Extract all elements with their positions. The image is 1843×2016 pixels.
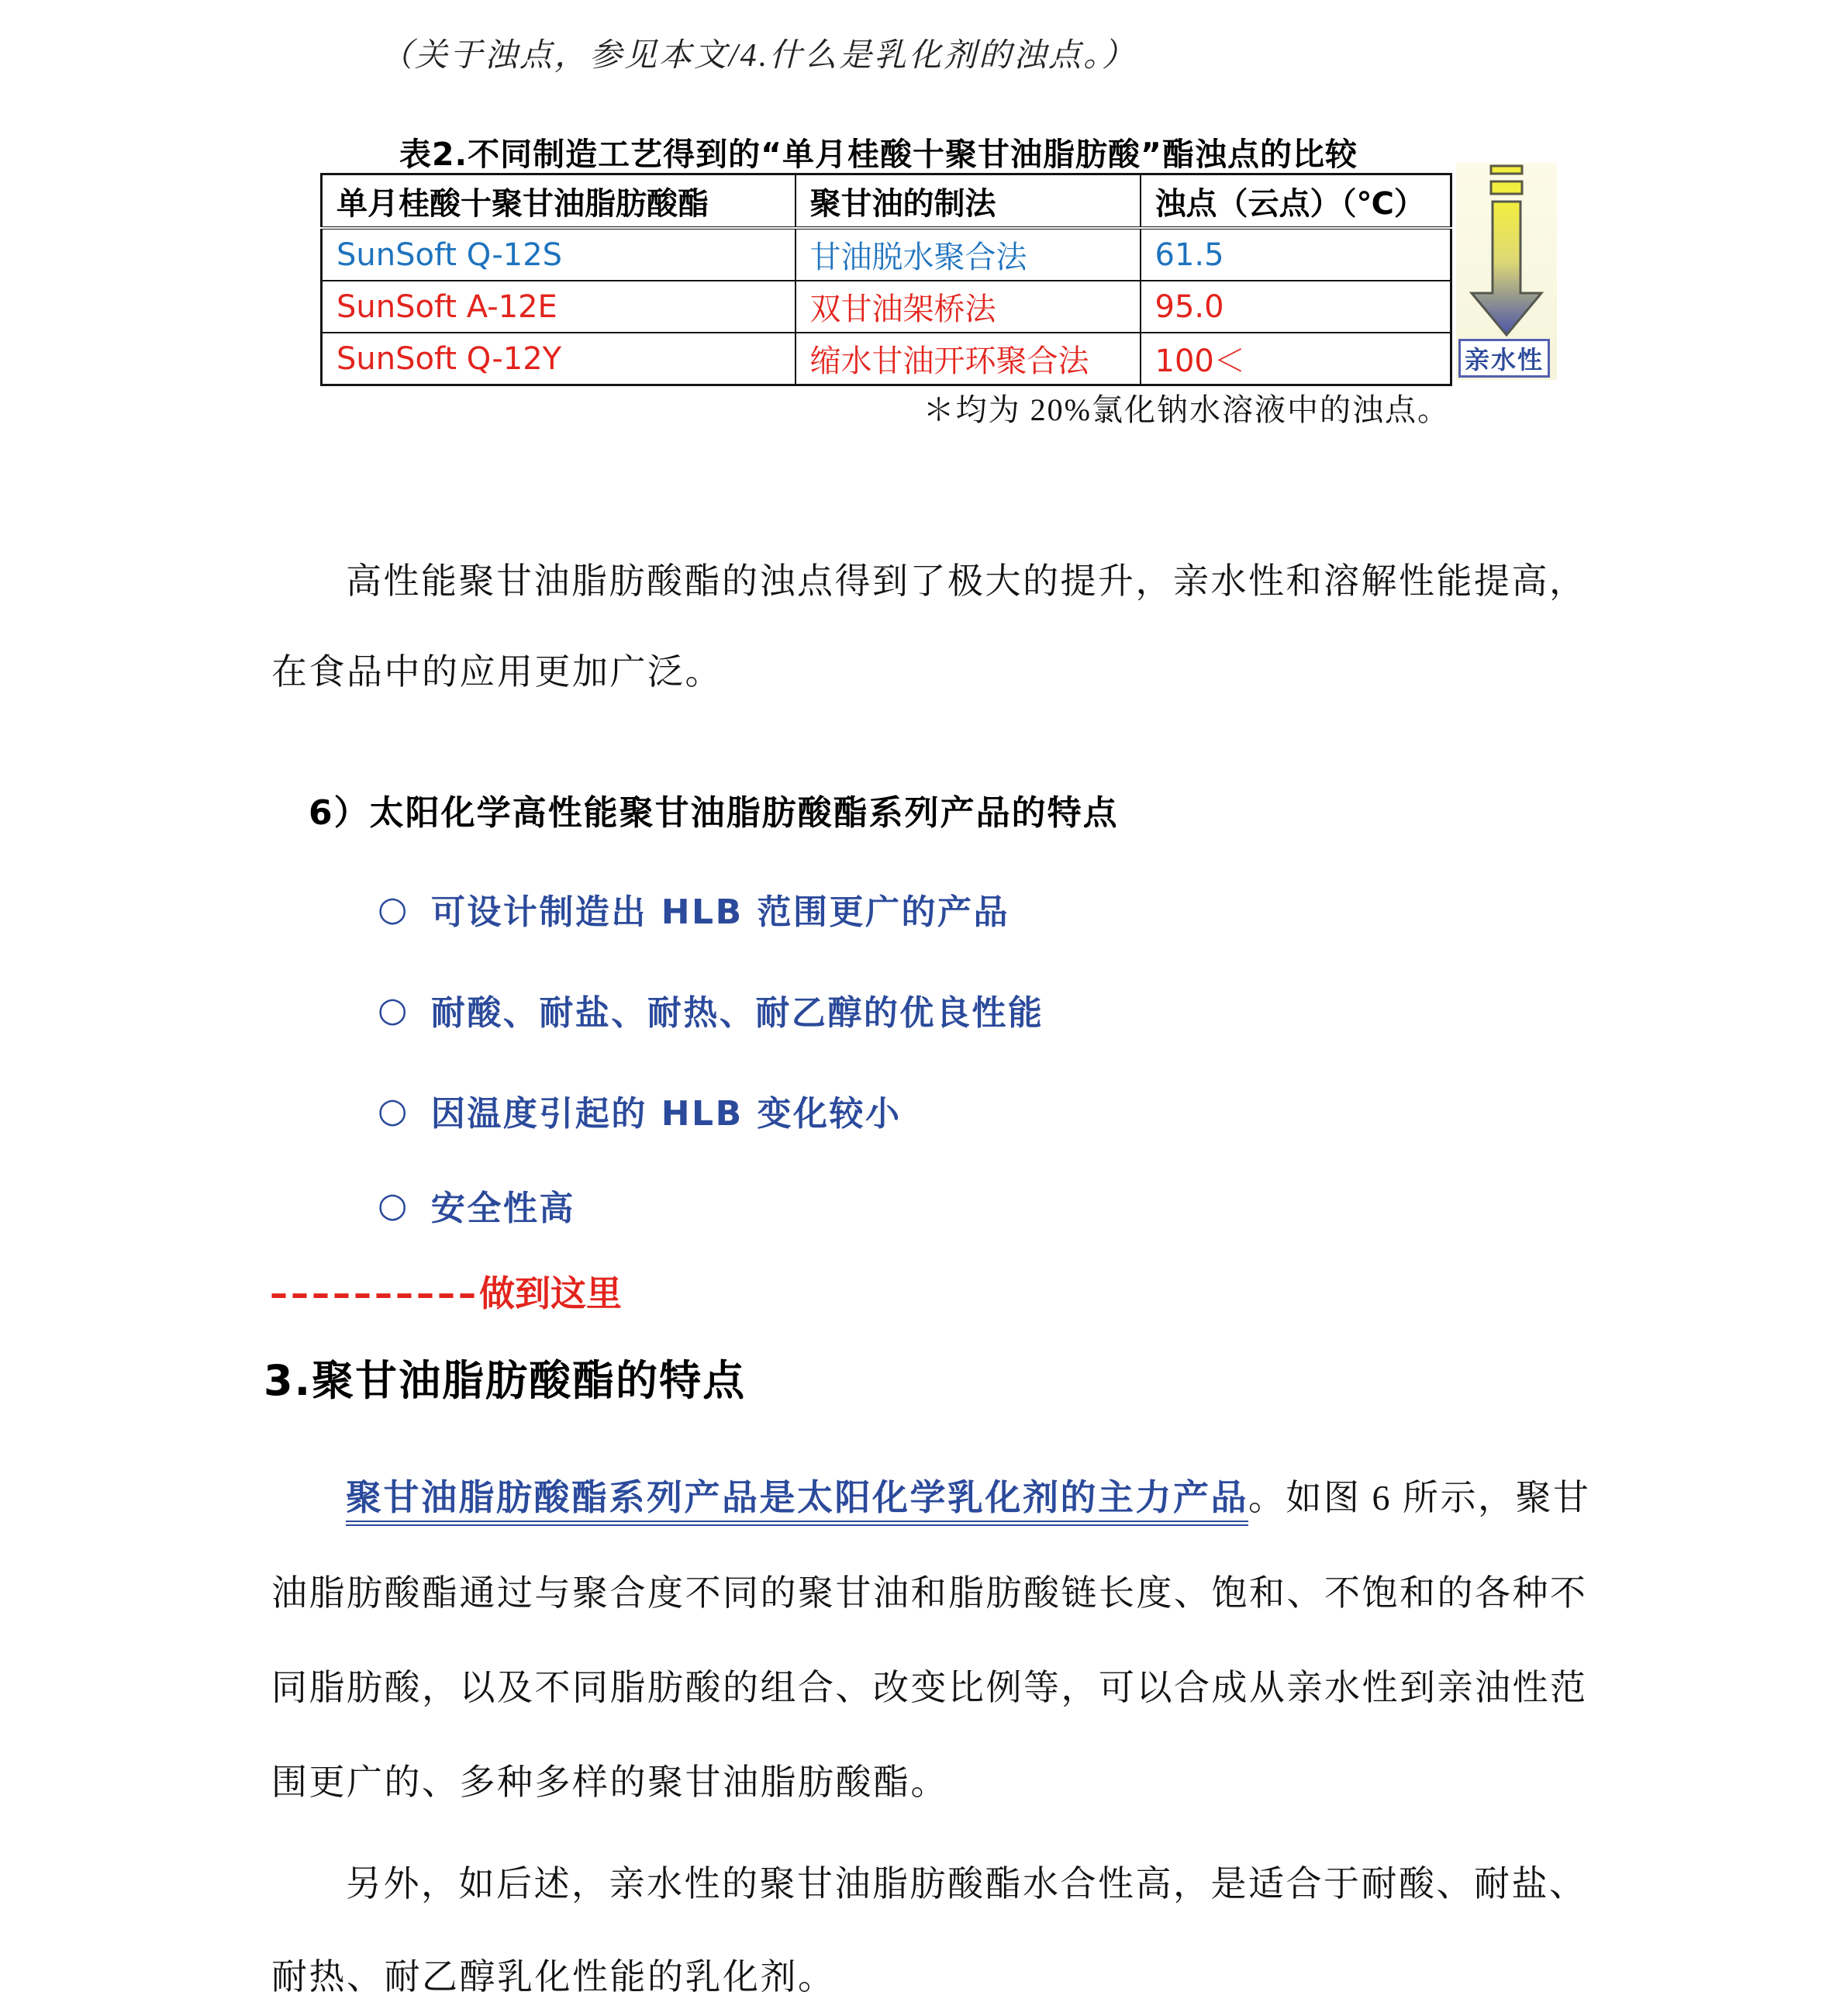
paragraph-3-line-1: 另外，如后述，亲水性的聚甘油脂肪酸酯水合性高，是适合于耐酸、耐盐、 <box>346 1864 1587 1904</box>
line-1-rest: 。如图 6 所示，聚甘 <box>1248 1478 1591 1517</box>
hydrophilicity-arrow-graphic <box>1456 163 1557 380</box>
circle-bullet-icon: ○ <box>378 1090 409 1131</box>
cell-method: 双甘油架桥法 <box>796 281 1141 333</box>
cell-product: SunSoft A-12E <box>322 281 796 333</box>
circle-bullet-icon: ○ <box>378 989 409 1030</box>
header-product: 单月桂酸十聚甘油脂肪酸酯 <box>322 174 796 229</box>
cell-method: 缩水甘油开环聚合法 <box>796 333 1141 385</box>
bullet-text: 安全性高 <box>430 1189 575 1228</box>
down-arrow-icon <box>1456 163 1557 340</box>
progress-marker-note <box>270 1265 622 1317</box>
paragraph-2-line-1 <box>346 1469 1591 1521</box>
feature-bullet-1 <box>378 884 1010 934</box>
paragraph-2-line-3: 同脂肪酸，以及不同脂肪酸的组合、改变比例等，可以合成从亲水性到亲油性范 <box>271 1668 1588 1707</box>
dashed-line: –––––––––– <box>270 1272 479 1314</box>
paragraph-3-line-2: 耐热、耐乙醇乳化性能的乳化剂。 <box>271 1957 836 1997</box>
header-cloud-point: 浊点（云点）（℃） <box>1141 174 1451 229</box>
section-6-heading: 6）太阳化学高性能聚甘油脂肪酸酯系列产品的特点 <box>309 793 1119 833</box>
section-3-heading: 3.聚甘油脂肪酸酯的特点 <box>264 1356 747 1405</box>
table-row <box>322 333 1451 385</box>
cell-cloud-point: 61.5 <box>1141 228 1451 281</box>
intro-note: （关于浊点，参见本文/4.什么是乳化剂的浊点。） <box>380 38 1137 74</box>
table-row <box>322 228 1451 281</box>
table-row <box>322 281 1451 333</box>
header-method: 聚甘油的制法 <box>796 174 1141 229</box>
feature-bullet-3 <box>378 1086 901 1135</box>
cell-product: SunSoft Q-12S <box>322 228 796 281</box>
table-footnote: ＊均为 20%氯化钠水溶液中的浊点。 <box>923 392 1450 427</box>
paragraph-2-line-4: 围更广的、多种多样的聚甘油脂肪酸酯。 <box>271 1762 948 1802</box>
cell-cloud-point: 95.0 <box>1141 281 1451 333</box>
paragraph-2-line-2: 油脂肪酸酯通过与聚合度不同的聚甘油和脂肪酸链长度、饱和、不饱和的各种不 <box>271 1573 1588 1613</box>
paragraph-1-line-1: 高性能聚甘油脂肪酸酯的浊点得到了极大的提升，亲水性和溶解性能提高， <box>346 561 1587 601</box>
cloud-point-table <box>320 173 1452 386</box>
cell-product: SunSoft Q-12Y <box>322 333 796 385</box>
paragraph-1-line-2: 在食品中的应用更加广泛。 <box>271 652 723 692</box>
circle-bullet-icon: ○ <box>378 889 409 929</box>
cell-cloud-point: 100＜ <box>1141 333 1451 385</box>
table-caption: 表2.不同制造工艺得到的“单月桂酸十聚甘油脂肪酸”酯浊点的比较 <box>399 136 1358 173</box>
feature-bullet-4 <box>378 1180 575 1230</box>
bullet-text: 因温度引起的 HLB 变化较小 <box>430 1094 902 1134</box>
progress-marker-label: 做到这里 <box>479 1272 622 1314</box>
emphasized-key-sentence: 聚甘油脂肪酸酯系列产品是太阳化学乳化剂的主力产品 <box>346 1478 1248 1526</box>
bullet-text: 耐酸、耐盐、耐热、耐乙醇的优良性能 <box>430 993 1044 1033</box>
feature-bullet-2 <box>378 985 1044 1034</box>
bullet-text: 可设计制造出 HLB 范围更广的产品 <box>430 892 1010 932</box>
table-header-row <box>322 174 1451 229</box>
cell-method: 甘油脱水聚合法 <box>796 228 1141 281</box>
hydrophilicity-label: 亲水性 <box>1458 339 1550 378</box>
circle-bullet-icon: ○ <box>378 1185 409 1225</box>
